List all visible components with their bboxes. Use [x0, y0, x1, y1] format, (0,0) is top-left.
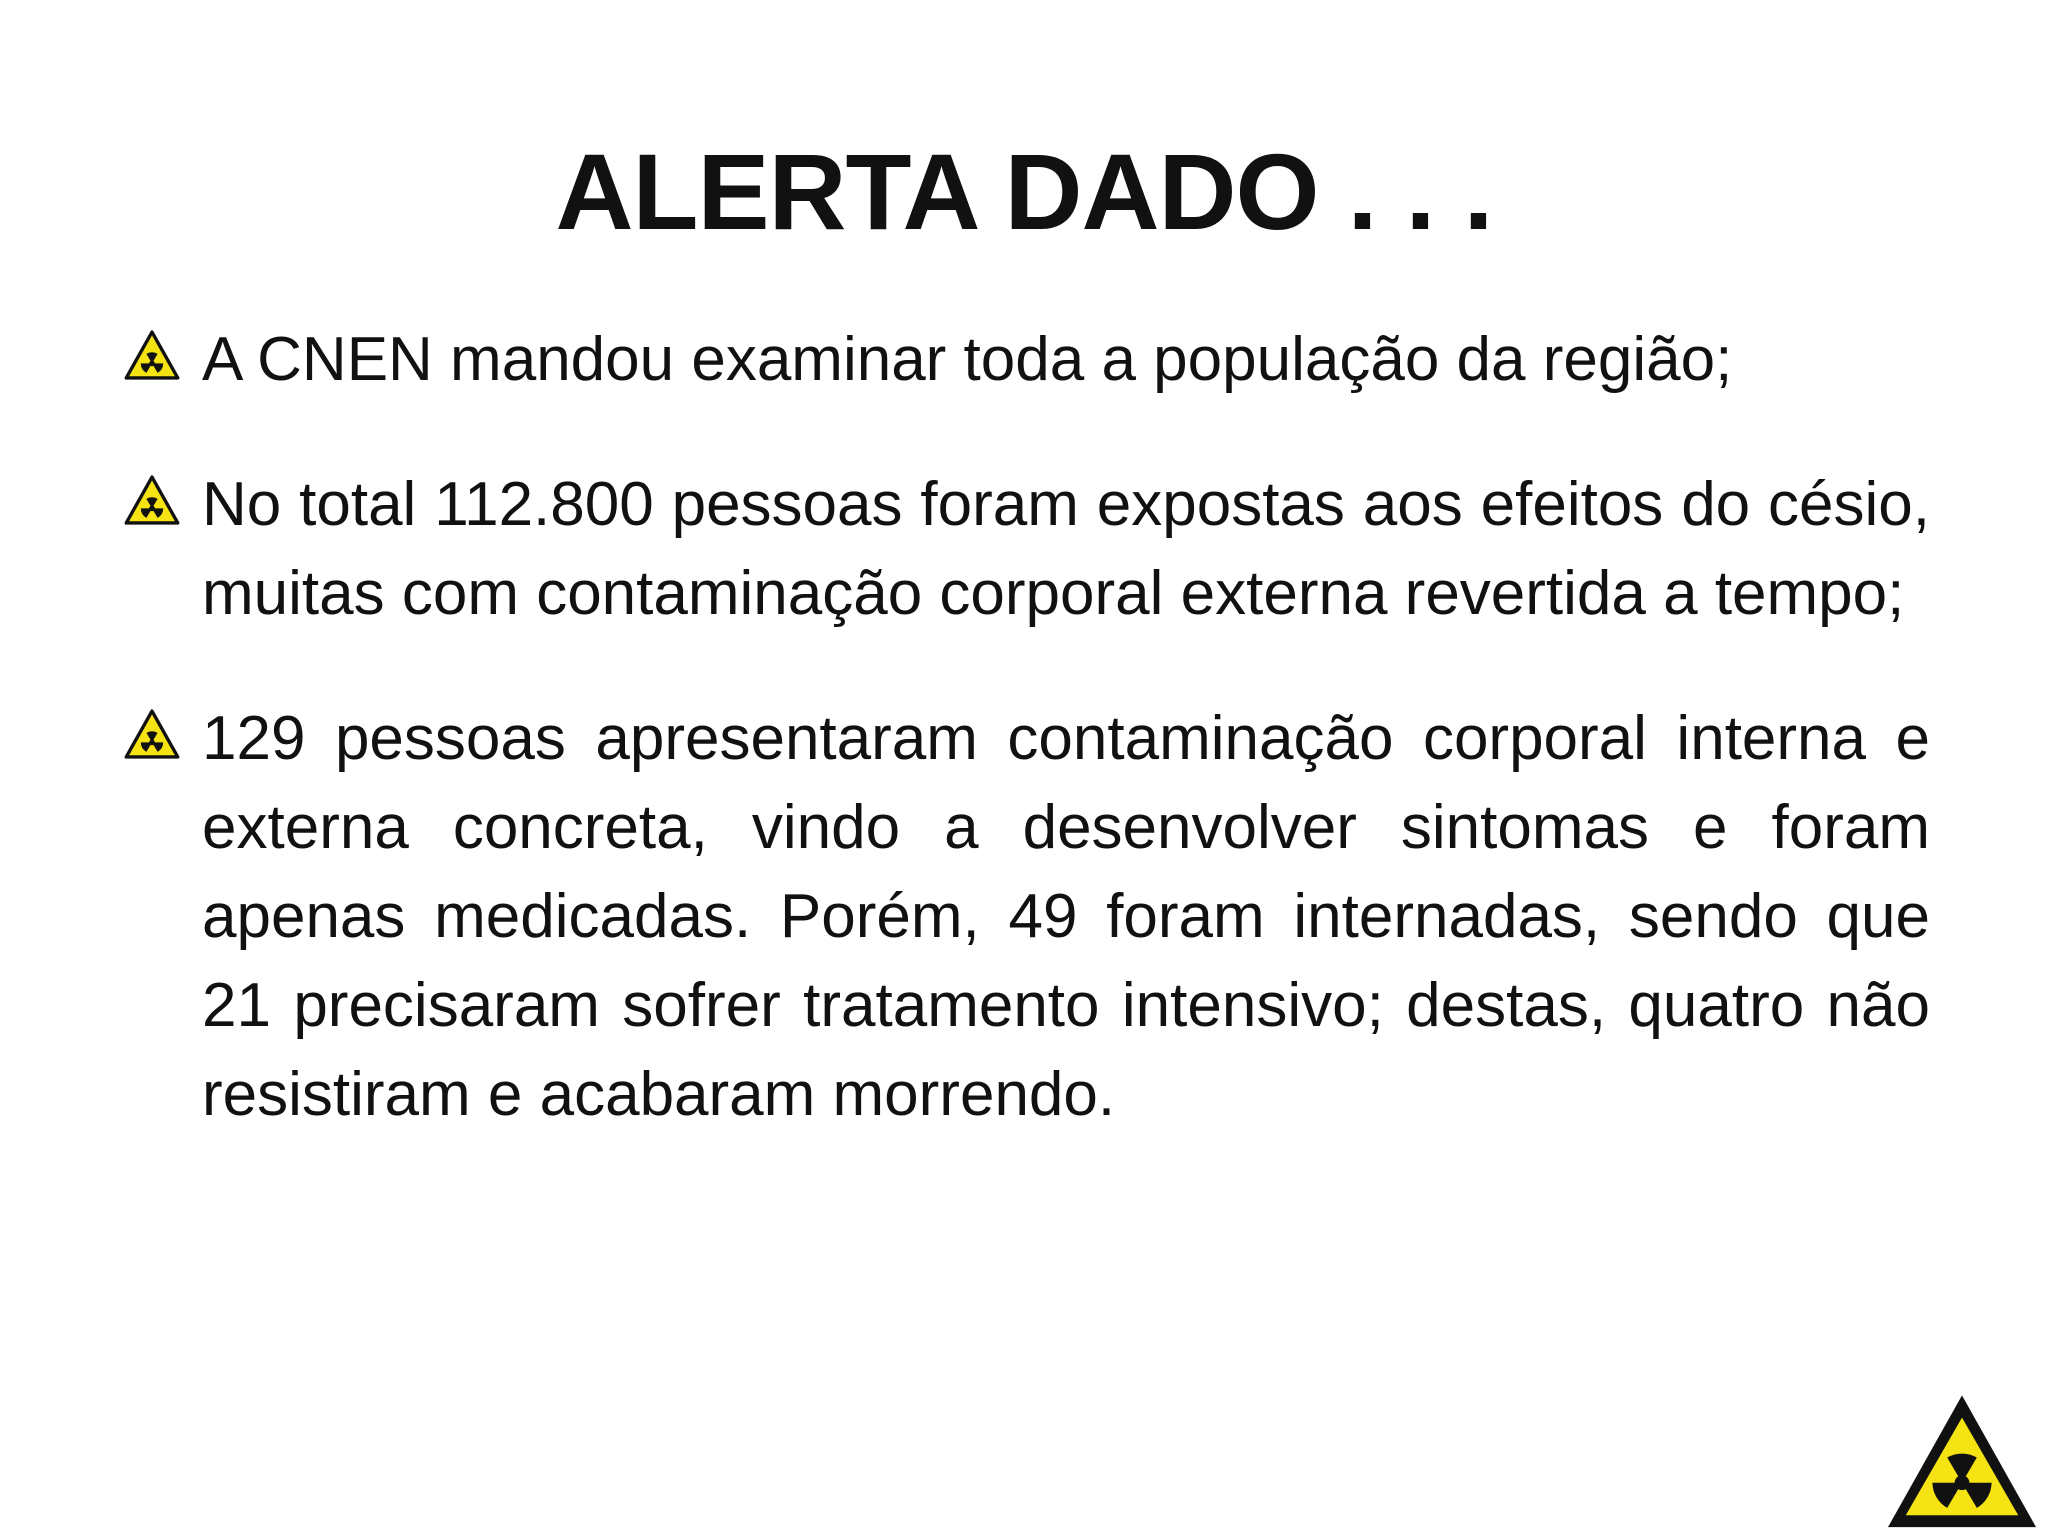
bullet-item [120, 315, 1930, 404]
radiation-warning-icon [124, 474, 180, 526]
radiation-warning-icon [124, 329, 180, 381]
slide-title: ALERTA DADO . . . [555, 131, 1493, 252]
bullet-text: A CNEN mandou examinar toda a população da região; [202, 325, 1733, 394]
bullet-text: 129 pessoas apresentaram contaminação corporal interna e externa concreta, vindo a desenvolver sintomas e foram apenas medicadas. Porém, 49 foram internadas, sendo que 21 precisaram sofrer tratamento intensivo; destas, quatro não resistiram e acabaram morrendo. [202, 704, 1930, 1129]
bullet-list [120, 315, 1930, 1139]
bullet-text: No total 112.800 pessoas foram expostas aos efeitos do césio, muitas com contaminação corporal externa revertida a tempo; [202, 470, 1930, 628]
radiation-warning-icon [124, 708, 180, 760]
radiation-warning-icon [1880, 1388, 2044, 1536]
bullet-item [120, 694, 1930, 1139]
bullet-item [120, 460, 1930, 638]
